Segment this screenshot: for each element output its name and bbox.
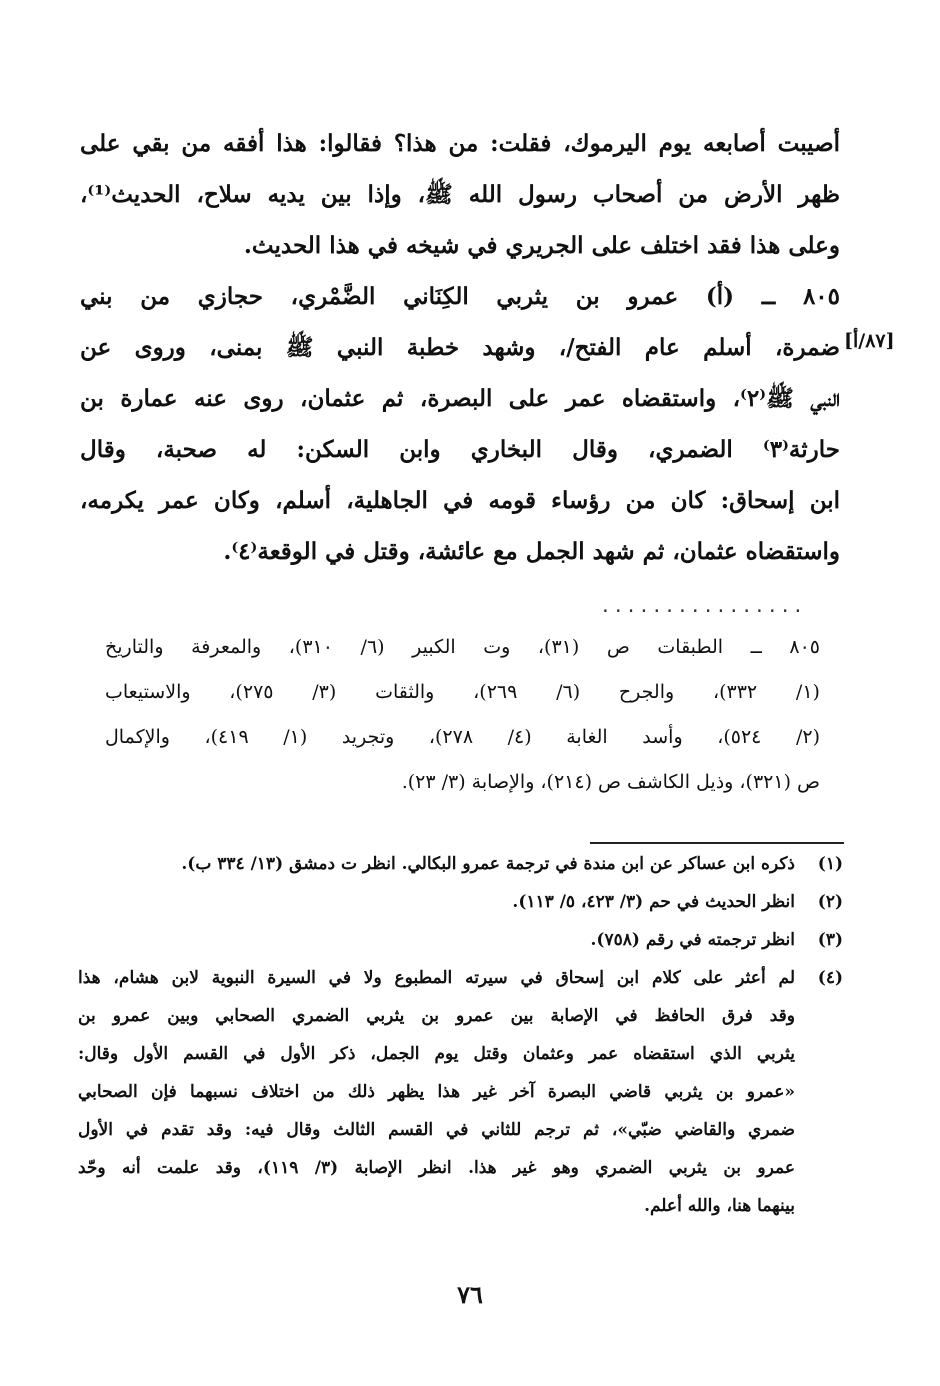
manuscript-folio-marker: [٨٧/أ] — [844, 330, 895, 352]
footnote-separator-rule — [590, 842, 844, 844]
footnote-item — [78, 883, 843, 921]
main-text-line: واستقضاه عثمان، ثم شهد الجمل مع عائشة، وقتل في الوقعة⁽٤⁾. — [223, 538, 840, 565]
footnote-number: (٢) — [817, 892, 843, 912]
footnote-item — [78, 959, 843, 1225]
footnote-line: لم أعثر على كلام ابن إسحاق في سيرته المطبوع ولا في السيرة النبوية لابن هشام، هذا — [78, 968, 795, 988]
reference-line: ٨٠٥ ــ الطبقات ص (٣١)، وت الكبير (٦/ ٣١٠)، والمعرفة والتاريخ — [105, 636, 820, 658]
main-text-line: أصيبت أصابعه يوم اليرموك، فقلت: من هذا؟ فقالوا: هذا أفقه من بقي على — [80, 130, 840, 157]
footnote-number: (١) — [817, 854, 843, 874]
main-text-block — [80, 118, 840, 577]
reference-line: (٢/ ٥٢٤)، وأسد الغابة (٤/ ٢٧٨)، وتجريد (١/ ٤١٩)، والإكمال — [105, 726, 820, 748]
footnote-item — [78, 845, 843, 883]
main-text-line: النبي ﷺ⁽٢⁾، واستقضاه عمر على البصرة، ثم عثمان، روى عنه عمارة بن — [80, 385, 840, 412]
footnotes-block — [78, 845, 843, 1225]
footnote-line: ضمري والقاضي ضبّي»، ثم ترجم للثاني في القسم الثالث وقال فيه: وقد تقدم في الأول — [78, 1120, 795, 1140]
reference-line: (١/ ٣٣٢)، والجرح (٦/ ٢٦٩)، والثقات (٣/ ٢٧٥)، والاستيعاب — [105, 681, 820, 703]
references-block — [105, 625, 820, 805]
footnote-line: «عمرو بن يثربي قاضي البصرة آخر غير هذا يظهر ذلك من اختلاف نسبهما فإن الصحابي — [78, 1082, 795, 1102]
main-text-line: حارثة⁽٣⁾ الضمري، وقال البخاري وابن السكن: له صحبة، وقال — [80, 436, 840, 463]
footnote-line: بينهما هنا، والله أعلم. — [644, 1196, 795, 1216]
main-text-line: وعلى هذا فقد اختلف على الجريري في شيخه في هذا الحديث. — [243, 232, 840, 259]
reference-line: ص (٣٢١)، وذيل الكاشف ص (٢١٤)، والإصابة (٣/ ٢٣). — [401, 771, 820, 793]
footnote-item — [78, 921, 843, 959]
footnote-number: (٣) — [817, 930, 843, 950]
footnote-number: (٤) — [817, 968, 843, 988]
main-text-line: ظهر الأرض من أصحاب رسول الله ﷺ، وإذا بين يديه سلاح، الحديث⁽¹⁾، — [80, 181, 840, 208]
footnote-line: عمرو بن يثربي الضمري وهو غير هذا. انظر الإصابة (٣/ ١١٩)، وقد علمت أنه وحّد — [78, 1158, 795, 1178]
footnote-line: انظر ترجمته في رقم (٧٥٨). — [590, 930, 795, 950]
footnote-line: وقد فرق الحافظ في الإصابة بين عمرو بن يثربي الضمري الصحابي وبين عمرو بن — [78, 1006, 795, 1026]
footnote-line: ذكره ابن عساكر عن ابن مندة في ترجمة عمرو البكالي. انظر ت دمشق (١٣/ ٣٣٤ ب). — [181, 854, 795, 874]
entry-805-heading-line: ٨٠٥ ــ (أ) عمرو بن يثربي الكِنَاني الضَّمْري، حجازي من بني — [80, 283, 840, 310]
main-text-line: ضمرة، أسلم عام الفتح/، وشهد خطبة النبي ﷺ بمنى، وروى عن — [80, 334, 840, 361]
page-number: ٧٦ — [457, 1280, 483, 1309]
section-separator-dots: ................ — [600, 596, 806, 617]
main-text-line: ابن إسحاق: كان من رؤساء قومه في الجاهلية، أسلم، وكان عمر يكرمه، — [80, 487, 840, 514]
footnote-line: انظر الحديث في حم (٣/ ٤٢٣، ٥/ ١١٣). — [512, 892, 795, 912]
footnote-line: يثربي الذي استقضاه عمر وعثمان وقتل يوم الجمل، ذكر الأول في القسم الأول وقال: — [78, 1044, 795, 1064]
